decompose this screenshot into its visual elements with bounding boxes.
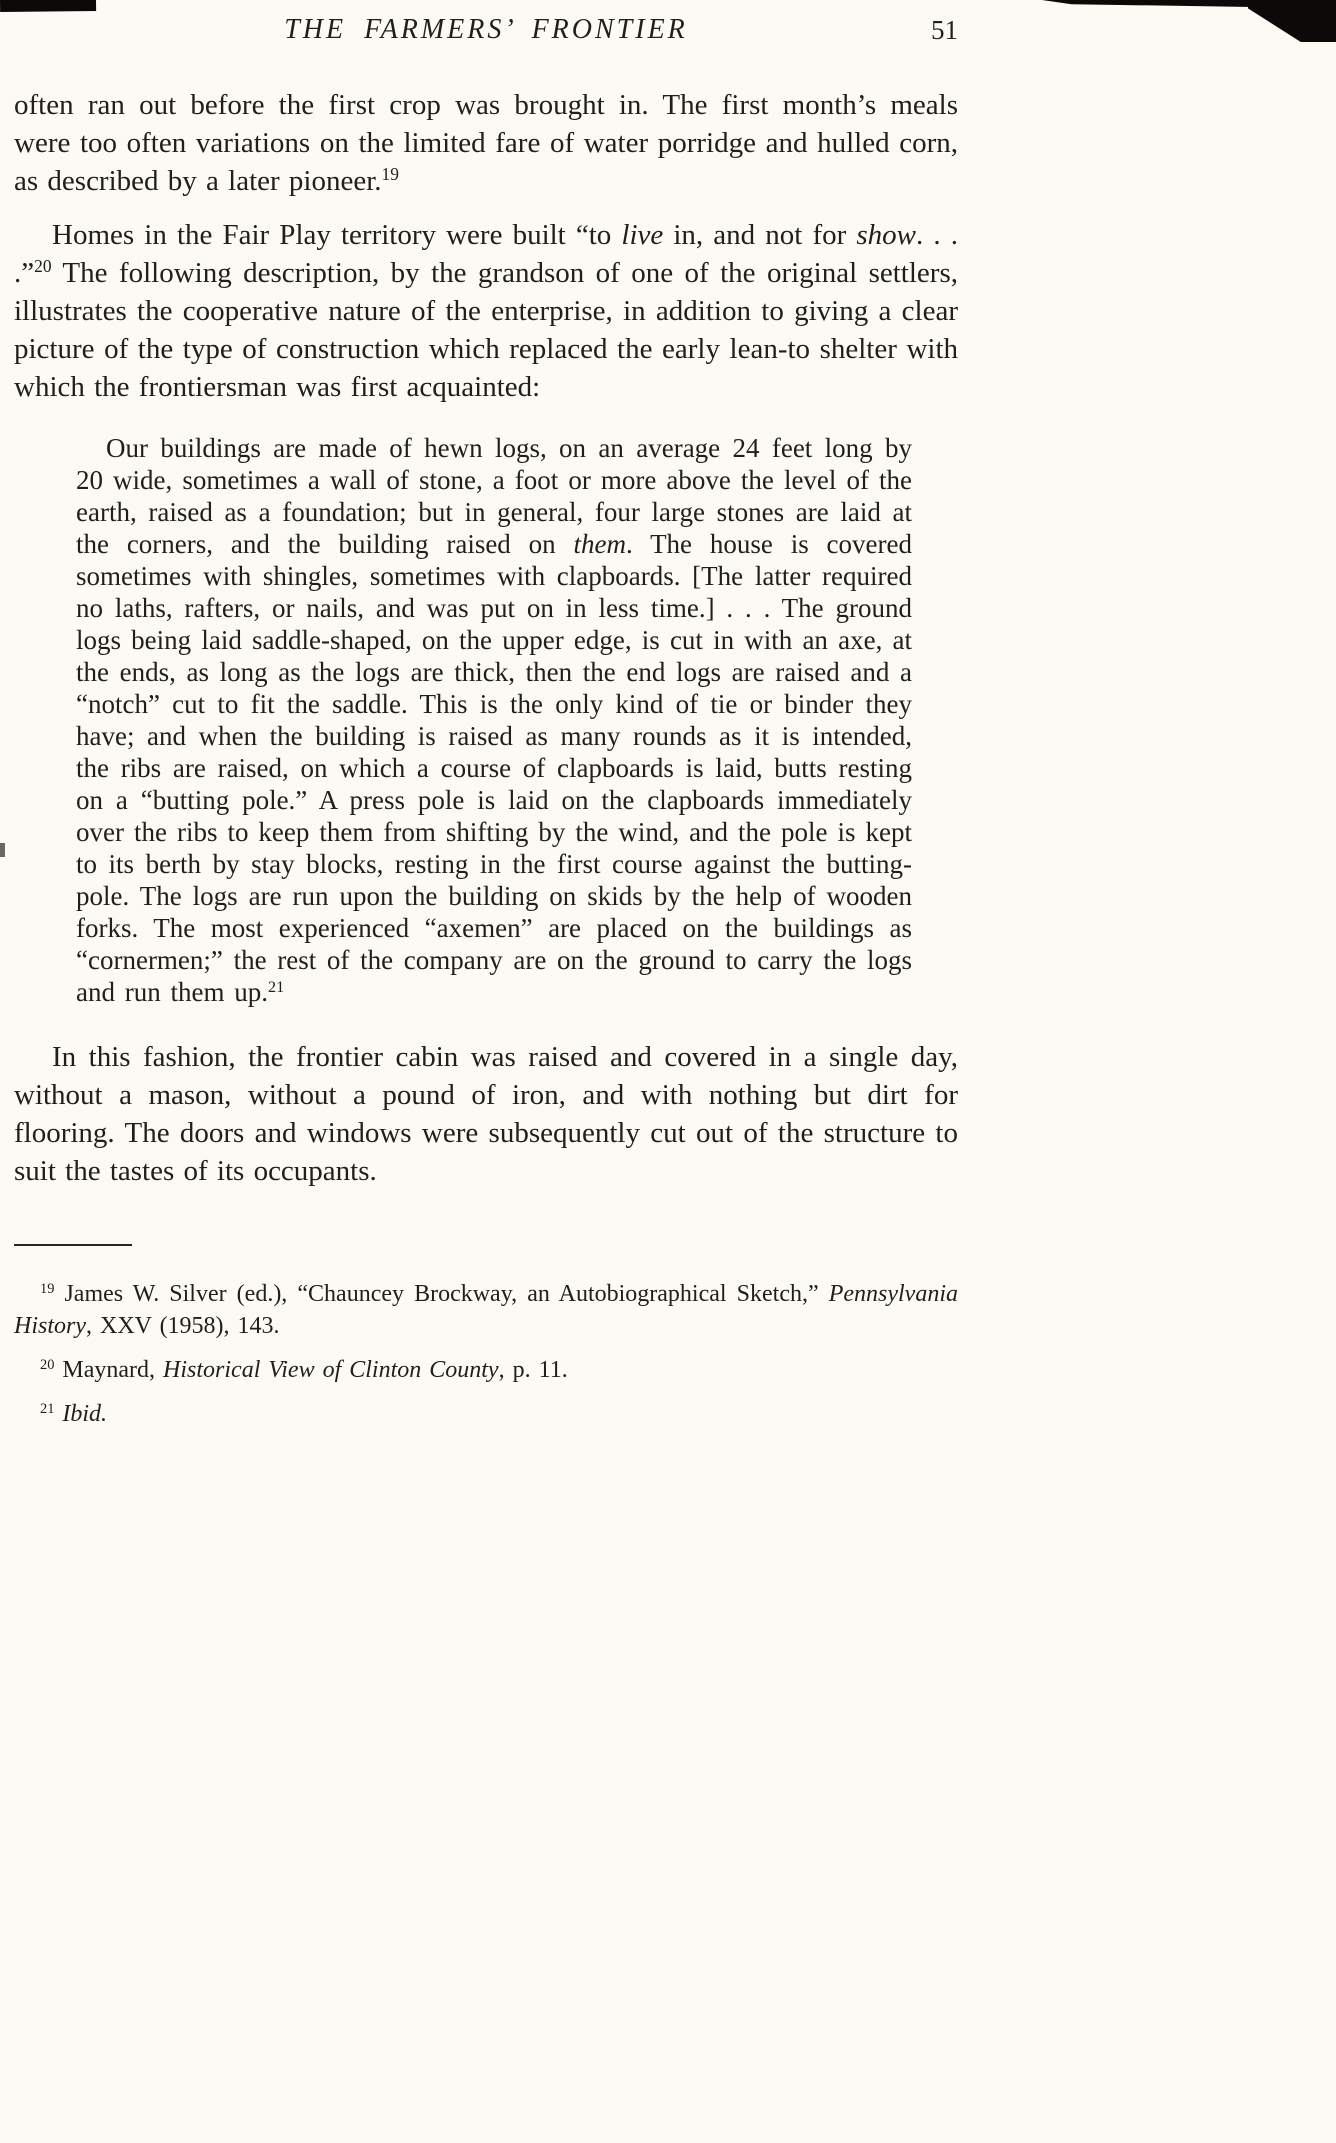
paragraph-homes: Homes in the Fair Play territory were built “to live in, and not for show. . . .”$^{20}$ The following description, by the grandson of one of the original settlers, illustrates the cooperative nature of the enterprise, in addition to giving a clear picture of the type of construction which replaced the early lean-to shelter with which the frontiersman was first acquainted: [14, 219, 959, 403]
scan-artifact-top-left [0, 0, 96, 12]
footnote-rule [14, 1244, 132, 1246]
running-head [14, 14, 958, 46]
footnote-20: $^{20}$ Maynard, Historical View of Clinton County, p. 11. [40, 1357, 568, 1383]
paragraph-fashion: In this fashion, the frontier cabin was raised and covered in a single day, without a mason, without a pound of iron, and with nothing but dirt for flooring. The doors and windows were subsequently cut out of the structure to suit the tastes of its occupants. [14, 1041, 958, 1187]
running-head-title: THE FARMERS’ FRONTIER [284, 14, 688, 45]
scan-artifact-top-right [1248, 0, 1336, 42]
page-content [14, 14, 958, 1442]
page-number: 51 [931, 15, 958, 45]
footnote-21: $^{21}$ Ibid. [40, 1401, 108, 1427]
scan-artifact-top-streak [1042, 0, 1252, 7]
scan-artifact-left-edge [0, 843, 5, 857]
footnote-19: $^{19}$ James W. Silver (ed.), “Chauncey Brockway, an Autobiographical Sketch,” Pennsylvania History, XXV (1958), 143. [14, 1281, 958, 1339]
paragraph-continued: often ran out before the first crop was brought in. The first month’s meals were too often variations on the limited fare of water porridge and hulled corn, as described by a later pioneer.$^{19}$ [14, 89, 958, 197]
blockquote-buildings: Our buildings are made of hewn logs, on an average 24 feet long by 20 wide, sometimes a wall of stone, a foot or more above the level of the earth, raised as a foundation; but in general, four large stones are laid at the corners, and the building raised on them. The house is covered sometimes with shingles, sometimes with clapboards. [The latter required no laths, rafters, or nails, and was put on in less time.] . . . The ground logs being laid saddle-shaped, on the upper edge, is cut in with an axe, at the ends, as long as the logs are thick, then the end logs are raised and a “notch” cut to fit the saddle. This is the only kind of tie or binder they have; and when the building is raised as many rounds as it is intended, the ribs are raised, on which a course of clapboards is laid, butts resting on a “butting pole.” A press pole is laid on the clapboards immediately over the ribs to keep them from shifting by the wind, and the pole is kept to its berth by stay blocks, resting in the first course against the butting-pole. The logs are run upon the building on skids by the help of wooden forks. The most experienced “axemen” are placed on the buildings as “cornermen;” the rest of the company are on the ground to carry the logs and run them up.$^{21}$ [76, 433, 912, 1007]
